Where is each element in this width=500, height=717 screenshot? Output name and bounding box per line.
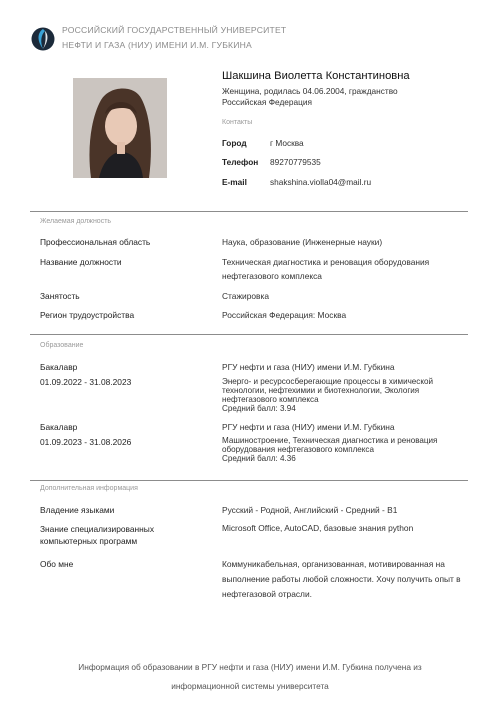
university-name-line2: НЕФТИ И ГАЗА (НИУ) ИМЕНИ И.М. ГУБКИНА: [62, 40, 252, 50]
education-gpa: Средний балл: 3.94: [222, 404, 296, 413]
position-row-value: [222, 289, 472, 303]
education-period: 01.09.2023 - 31.08.2026: [40, 437, 132, 447]
software-label: [40, 523, 154, 547]
position-value-line1: Стажировка: [222, 291, 269, 301]
software-label-line2: компьютерных программ: [40, 536, 138, 546]
phone-label: Телефон: [222, 157, 259, 167]
education-description: [222, 377, 467, 413]
position-row-value: [222, 255, 472, 283]
education-desc-line: Энерго- и ресурсосберегающие процессы в химической: [222, 377, 434, 386]
footer-line1: Информация об образовании в РГУ нефти и газа (НИУ) имени И.М. Губкина получена из: [78, 662, 422, 672]
position-row-value: [222, 235, 472, 249]
education-gpa: Средний балл: 4.36: [222, 454, 296, 463]
education-section-title: Образование: [40, 342, 84, 349]
footer-note: [40, 658, 460, 696]
contacts-section-title: Контакты: [222, 119, 253, 126]
position-section-title: Желаемая должность: [40, 218, 112, 225]
divider-position: [30, 211, 468, 212]
university-name: [62, 23, 286, 53]
education-institution: РГУ нефти и газа (НИУ) имени И.М. Губкина: [222, 422, 395, 432]
position-row-label: Регион трудоустройства: [40, 310, 135, 320]
software-value: Microsoft Office, AutoCAD, базовые знания python: [222, 523, 414, 533]
about-value: [222, 557, 472, 602]
position-value-line1: Наука, образование (Инженерные науки): [222, 237, 383, 247]
position-value-line1: Техническая диагностика и реновация оборудования: [222, 257, 430, 267]
about-label: Обо мне: [40, 559, 74, 569]
education-description: [222, 436, 467, 463]
languages-value: Русский - Родной, Английский - Средний - B1: [222, 505, 398, 515]
languages-label: Владение языками: [40, 505, 115, 515]
about-line: Коммуникабельная, организованная, мотивированная на: [222, 559, 445, 569]
position-row-label: Профессиональная область: [40, 237, 151, 247]
bio-line1: Женщина, родилась 04.06.2004, гражданство: [222, 86, 398, 96]
position-row-value: [222, 308, 472, 322]
person-bio: [222, 86, 437, 108]
education-desc-line: технологии, нефтехимии и биотехнологии, Экология: [222, 386, 420, 395]
phone-value[interactable]: 89270779535: [270, 157, 321, 167]
education-institution: РГУ нефти и газа (НИУ) имени И.М. Губкина: [222, 362, 395, 372]
person-name: Шакшина Виолетта Константиновна: [222, 70, 410, 82]
bio-line2: Российская Федерация: [222, 97, 313, 107]
software-label-line1: Знание специализированных: [40, 524, 155, 534]
position-value-line1: Российская Федерация: Москва: [222, 310, 347, 320]
university-logo-icon: [31, 27, 55, 51]
footer-line2: информационной системы университета: [171, 681, 329, 691]
divider-additional: [30, 480, 468, 481]
education-desc-line: Машиностроение, Техническая диагностика и реновация: [222, 436, 438, 445]
education-degree: Бакалавр: [40, 422, 78, 432]
city-label: Город: [222, 138, 247, 148]
divider-education: [30, 334, 468, 335]
city-value: г Москва: [270, 138, 304, 148]
position-value-line2: нефтегазового комплекса: [222, 271, 322, 281]
position-row-label: Занятость: [40, 291, 80, 301]
position-row-label: Название должности: [40, 257, 122, 267]
about-line: выполнение работы любой сложности. Хочу получить опыт в: [222, 574, 461, 584]
education-desc-line: нефтегазового комплекса: [222, 395, 319, 404]
profile-photo: [73, 78, 167, 178]
education-degree: Бакалавр: [40, 362, 78, 372]
education-desc-line: оборудования нефтегазового комплекса: [222, 445, 374, 454]
additional-section-title: Дополнительная информация: [40, 485, 138, 492]
university-name-line1: РОССИЙСКИЙ ГОСУДАРСТВЕННЫЙ УНИВЕРСИТЕТ: [62, 25, 287, 35]
about-line: нефтегазовой отрасли.: [222, 589, 312, 599]
email-value[interactable]: shakshina.violla04@mail.ru: [270, 177, 372, 187]
email-label: E-mail: [222, 177, 247, 187]
education-period: 01.09.2022 - 31.08.2023: [40, 377, 132, 387]
